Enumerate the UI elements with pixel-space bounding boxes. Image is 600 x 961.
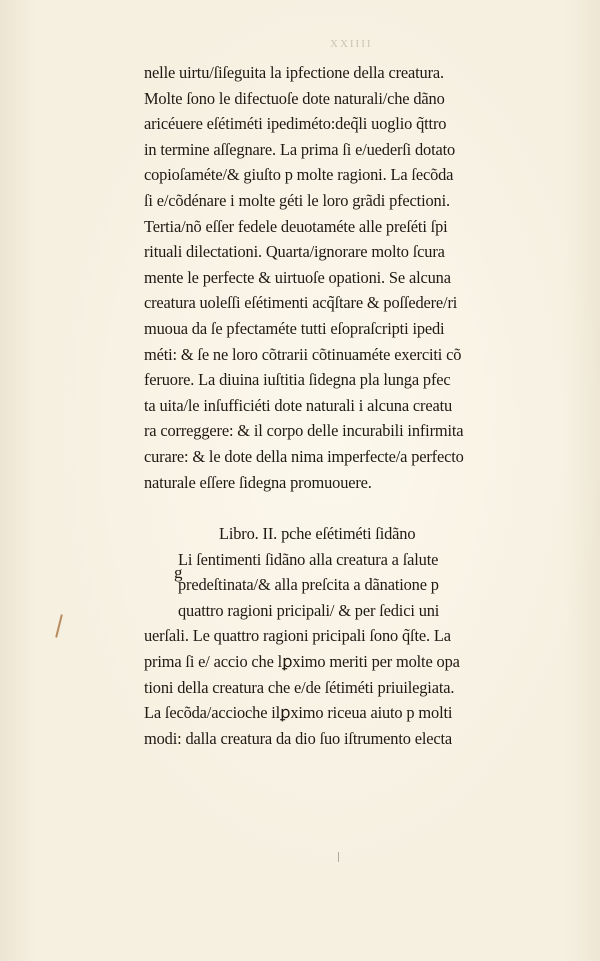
text-line: ta uita/le inſufficiéti dote naturali i alcuna creatu [144, 395, 453, 415]
chapter-heading: Libro. II. pche eſétiméti ſidãno [219, 524, 416, 544]
text-line: predeſtinata/& alla preſcita a dãnatione p [178, 575, 439, 595]
text-block [144, 60, 576, 751]
text-line: méti: & ſe ne loro cõtrarii cõtinuaméte exerciti cõ [144, 344, 462, 364]
running-head: XXIIII [330, 38, 373, 50]
text-line: modi: dalla creatura da dio ſuo iſtrumento electa [144, 728, 453, 748]
text-line: Tertia/nõ eſſer fedele deuotaméte alle preſéti ſpi [144, 216, 448, 236]
margin-pen-mark [55, 614, 63, 638]
text-line: curare: & le dote della nima imperfecte/a perfecto [144, 446, 464, 466]
text-line: tioni della creatura che e/de ſétiméti priuilegiata. [144, 677, 455, 697]
text-line: uerſali. Le quattro ragioni pricipali ſono q̃ſte. La [144, 626, 451, 646]
text-line: in termine aſſegnare. La prima ſi e/uederſi dotato [144, 139, 456, 159]
text-line: Li ſentimenti ſidãno alla creatura a ſalute [178, 549, 439, 569]
text-line: rituali dilectationi. Quarta/ignorare molto ſcura [144, 242, 445, 262]
text-line: prima ſi e/ accio che lꝑximo meriti per molte opa [144, 652, 460, 672]
text-line: La ſecõda/accioche ilꝑximo riceua aiuto p molti [144, 703, 453, 723]
text-line: naturale eſſere ſidegna promuouere. [144, 472, 372, 492]
guide-letter: g [174, 563, 183, 582]
text-line: nelle uirtu/ſiſeguita la ipfectione della creatura. [144, 63, 444, 82]
paragraph-gap [144, 495, 576, 521]
text-line: quattro ragioni pricipali/ & per ſedici uni [178, 600, 440, 620]
text-line: Molte ſono le difectuoſe dote naturali/che dãno [144, 88, 445, 108]
text-line: creatura uoleſſi eſétimenti acq̃ſtare & poſſedere/ri [144, 293, 458, 313]
text-line: ſi e/cõdénare i molte géti le loro grãdi pfectioni. [144, 190, 450, 210]
text-line: aricéuere eſétiméti ipediméto:deq̃li uoglio q̃ttro [144, 114, 447, 134]
text-line: muoua da ſe pfectaméte tutti eſopraſcripti ipedi [144, 318, 445, 338]
text-line: ra correggere: & il corpo delle incurabili infirmita [144, 421, 464, 441]
text-line: copioſaméte/& giuſto p molte ragioni. La ſecõda [144, 165, 454, 185]
text-line: feruore. La diuina iuſtitia ſidegna pla lunga pfec [144, 370, 451, 390]
foot-mark [338, 852, 339, 862]
text-line: mente le perfecte & uirtuoſe opationi. Se alcuna [144, 267, 451, 287]
